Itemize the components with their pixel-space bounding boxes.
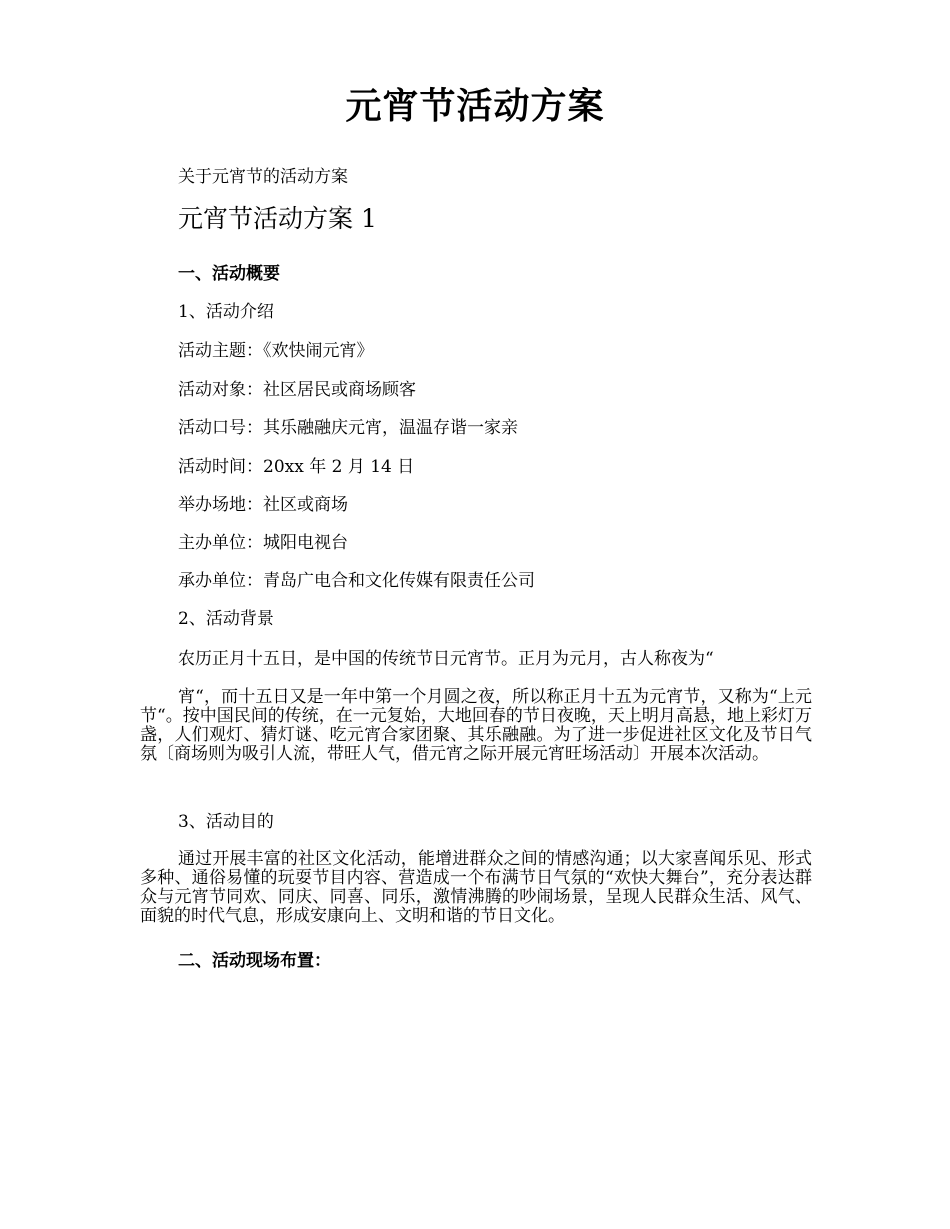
section1-heading: 一、活动概要 [178, 264, 280, 284]
background-paragraph: 宵“，而十五日又是一年中第一个月圆之夜，所以称正月十五为元宵节，又称为“上元节“。按中国民间的传统，在一元复始，大地回春的节日夜晚，天上明月高悬，地上彩灯万盏，人们观灯、猜灯谜、吃元宵合家团聚、其乐融融。为了进一步促进社区文化及节日气氛〔商场则为吸引人流，带旺人气，借元宵之际开展元宵旺场活动〕开展本次活动。 [140, 687, 812, 764]
info-item-time: 活动时间：20xx 年 2 月 14 日 [178, 457, 415, 477]
info-item-host: 主办单位：城阳电视台 [178, 533, 348, 553]
document-title: 元宵节活动方案 [345, 85, 605, 127]
purpose-paragraph: 通过开展丰富的社区文化活动，能增进群众之间的情感沟通；以大家喜闻乐见、形式多种、通俗易懂的玩耍节目内容、营造成一个布满节日气氛的“欢快大舞台”，充分表达群众与元宵节同欢、同庆、同喜、同乐，激情沸腾的吵闹场景，呈现人民群众生活、风气、面貌的时代气息，形成安康向上、文明和谐的节日文化。 [140, 849, 812, 926]
plan-title: 元宵节活动方案 1 [178, 204, 377, 233]
info-item-theme: 活动主题：《欢快闹元宵》 [178, 341, 374, 361]
background-first-line: 农历正月十五日，是中国的传统节日元宵节。正月为元月，古人称夜为“ [178, 649, 714, 669]
section2-heading: 二、活动现场布置： [178, 951, 331, 971]
info-item-audience: 活动对象：社区居民或商场顾客 [178, 380, 416, 400]
subheading-background: 2、活动背景 [178, 609, 274, 629]
info-item-venue: 举办场地：社区或商场 [178, 495, 348, 515]
info-item-slogan: 活动口号：其乐融融庆元宵，温温存谐一家亲 [178, 418, 518, 438]
subheading-purpose: 3、活动目的 [178, 812, 274, 832]
intro-line: 关于元宵节的活动方案 [178, 167, 348, 187]
subheading-intro: 1、活动介绍 [178, 302, 274, 322]
info-item-organizer: 承办单位：青岛广电合和文化传媒有限责任公司 [178, 571, 535, 591]
